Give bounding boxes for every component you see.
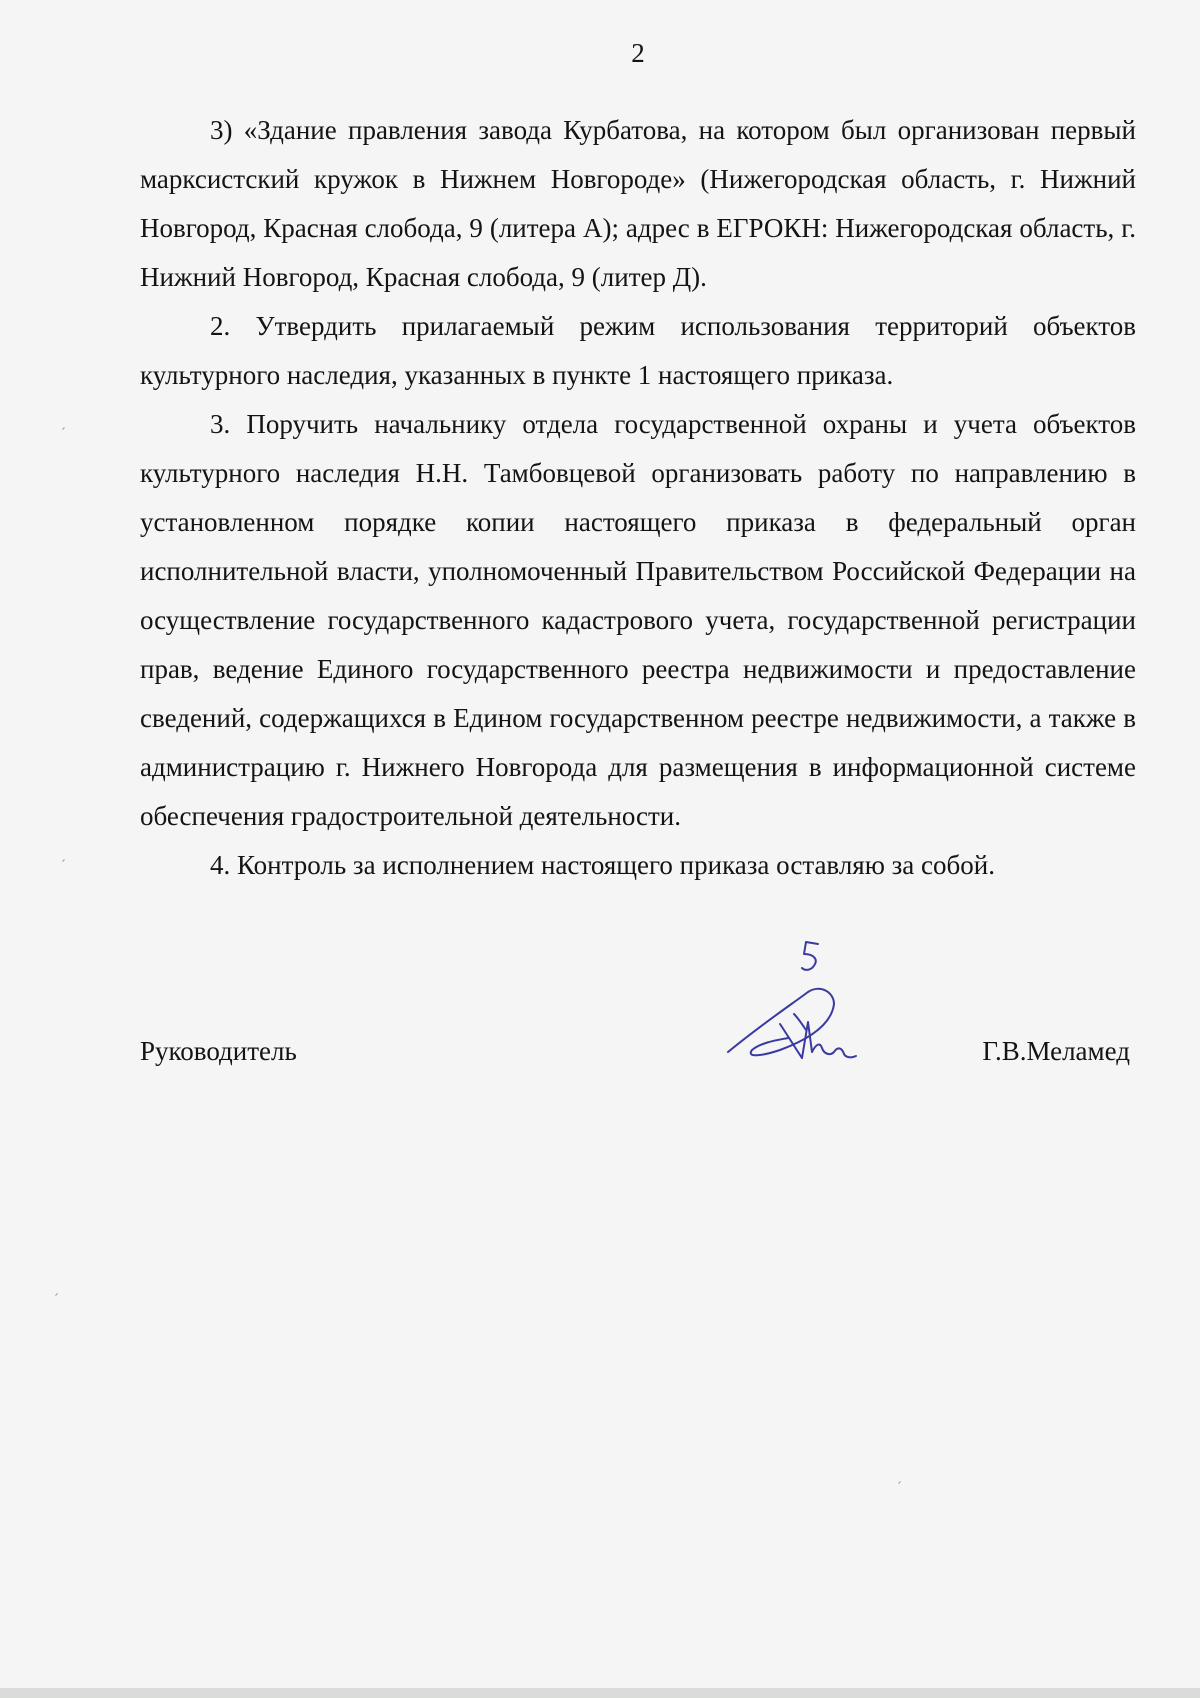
scan-speck (62, 427, 65, 430)
signer-title: Руководитель (140, 1036, 297, 1066)
signer-name: Г.В.Меламед (982, 1036, 1130, 1066)
scan-speck (55, 1293, 58, 1296)
signature-block (140, 1034, 1130, 1074)
paragraph-point-4: 4. Контроль за исполнением настоящего приказа оставляю за собой. (210, 850, 995, 880)
scan-speck (62, 859, 65, 862)
document-body (140, 106, 1136, 890)
paragraph-item-3: 3) «Здание правления завода Курбатова, на котором был организован первый марксистский кружок в Нижнем Новгороде» (Нижегородская область, г. Нижний Новгород, Красная слобода, 9 (литера А); адрес в ЕГРОКН: Нижегородская область, г. Нижний Новгород, Красная слобода, 9 (литер Д). (140, 115, 1136, 292)
paragraph-point-3: 3. Поручить начальнику отдела государственной охраны и учета объектов культурного наследия Н.Н. Тамбовцевой организовать работу по направлению в установленном порядке копии настоящего приказа в федеральный орган исполнительной власти, уполномоченный Правительством Российской Федерации на осуществление государственного кадастрового учета, государственной регистрации прав, ведение Единого государственного реестра недвижимости и предоставление сведений, содержащихся в Едином государственном реестре недвижимости, а также в администрацию г. Нижнего Новгорода для размещения в информационной системе обеспечения градостроительной деятельности. (140, 409, 1136, 831)
paragraph-point-2: 2. Утвердить прилагаемый режим использования территорий объектов культурного наследия, указанных в пункте 1 настоящего приказа. (140, 311, 1136, 390)
scan-bottom-edge (0, 1688, 1200, 1698)
page-number: 2 (631, 38, 645, 68)
scan-speck (898, 1481, 901, 1484)
handwritten-signature (722, 940, 872, 1070)
